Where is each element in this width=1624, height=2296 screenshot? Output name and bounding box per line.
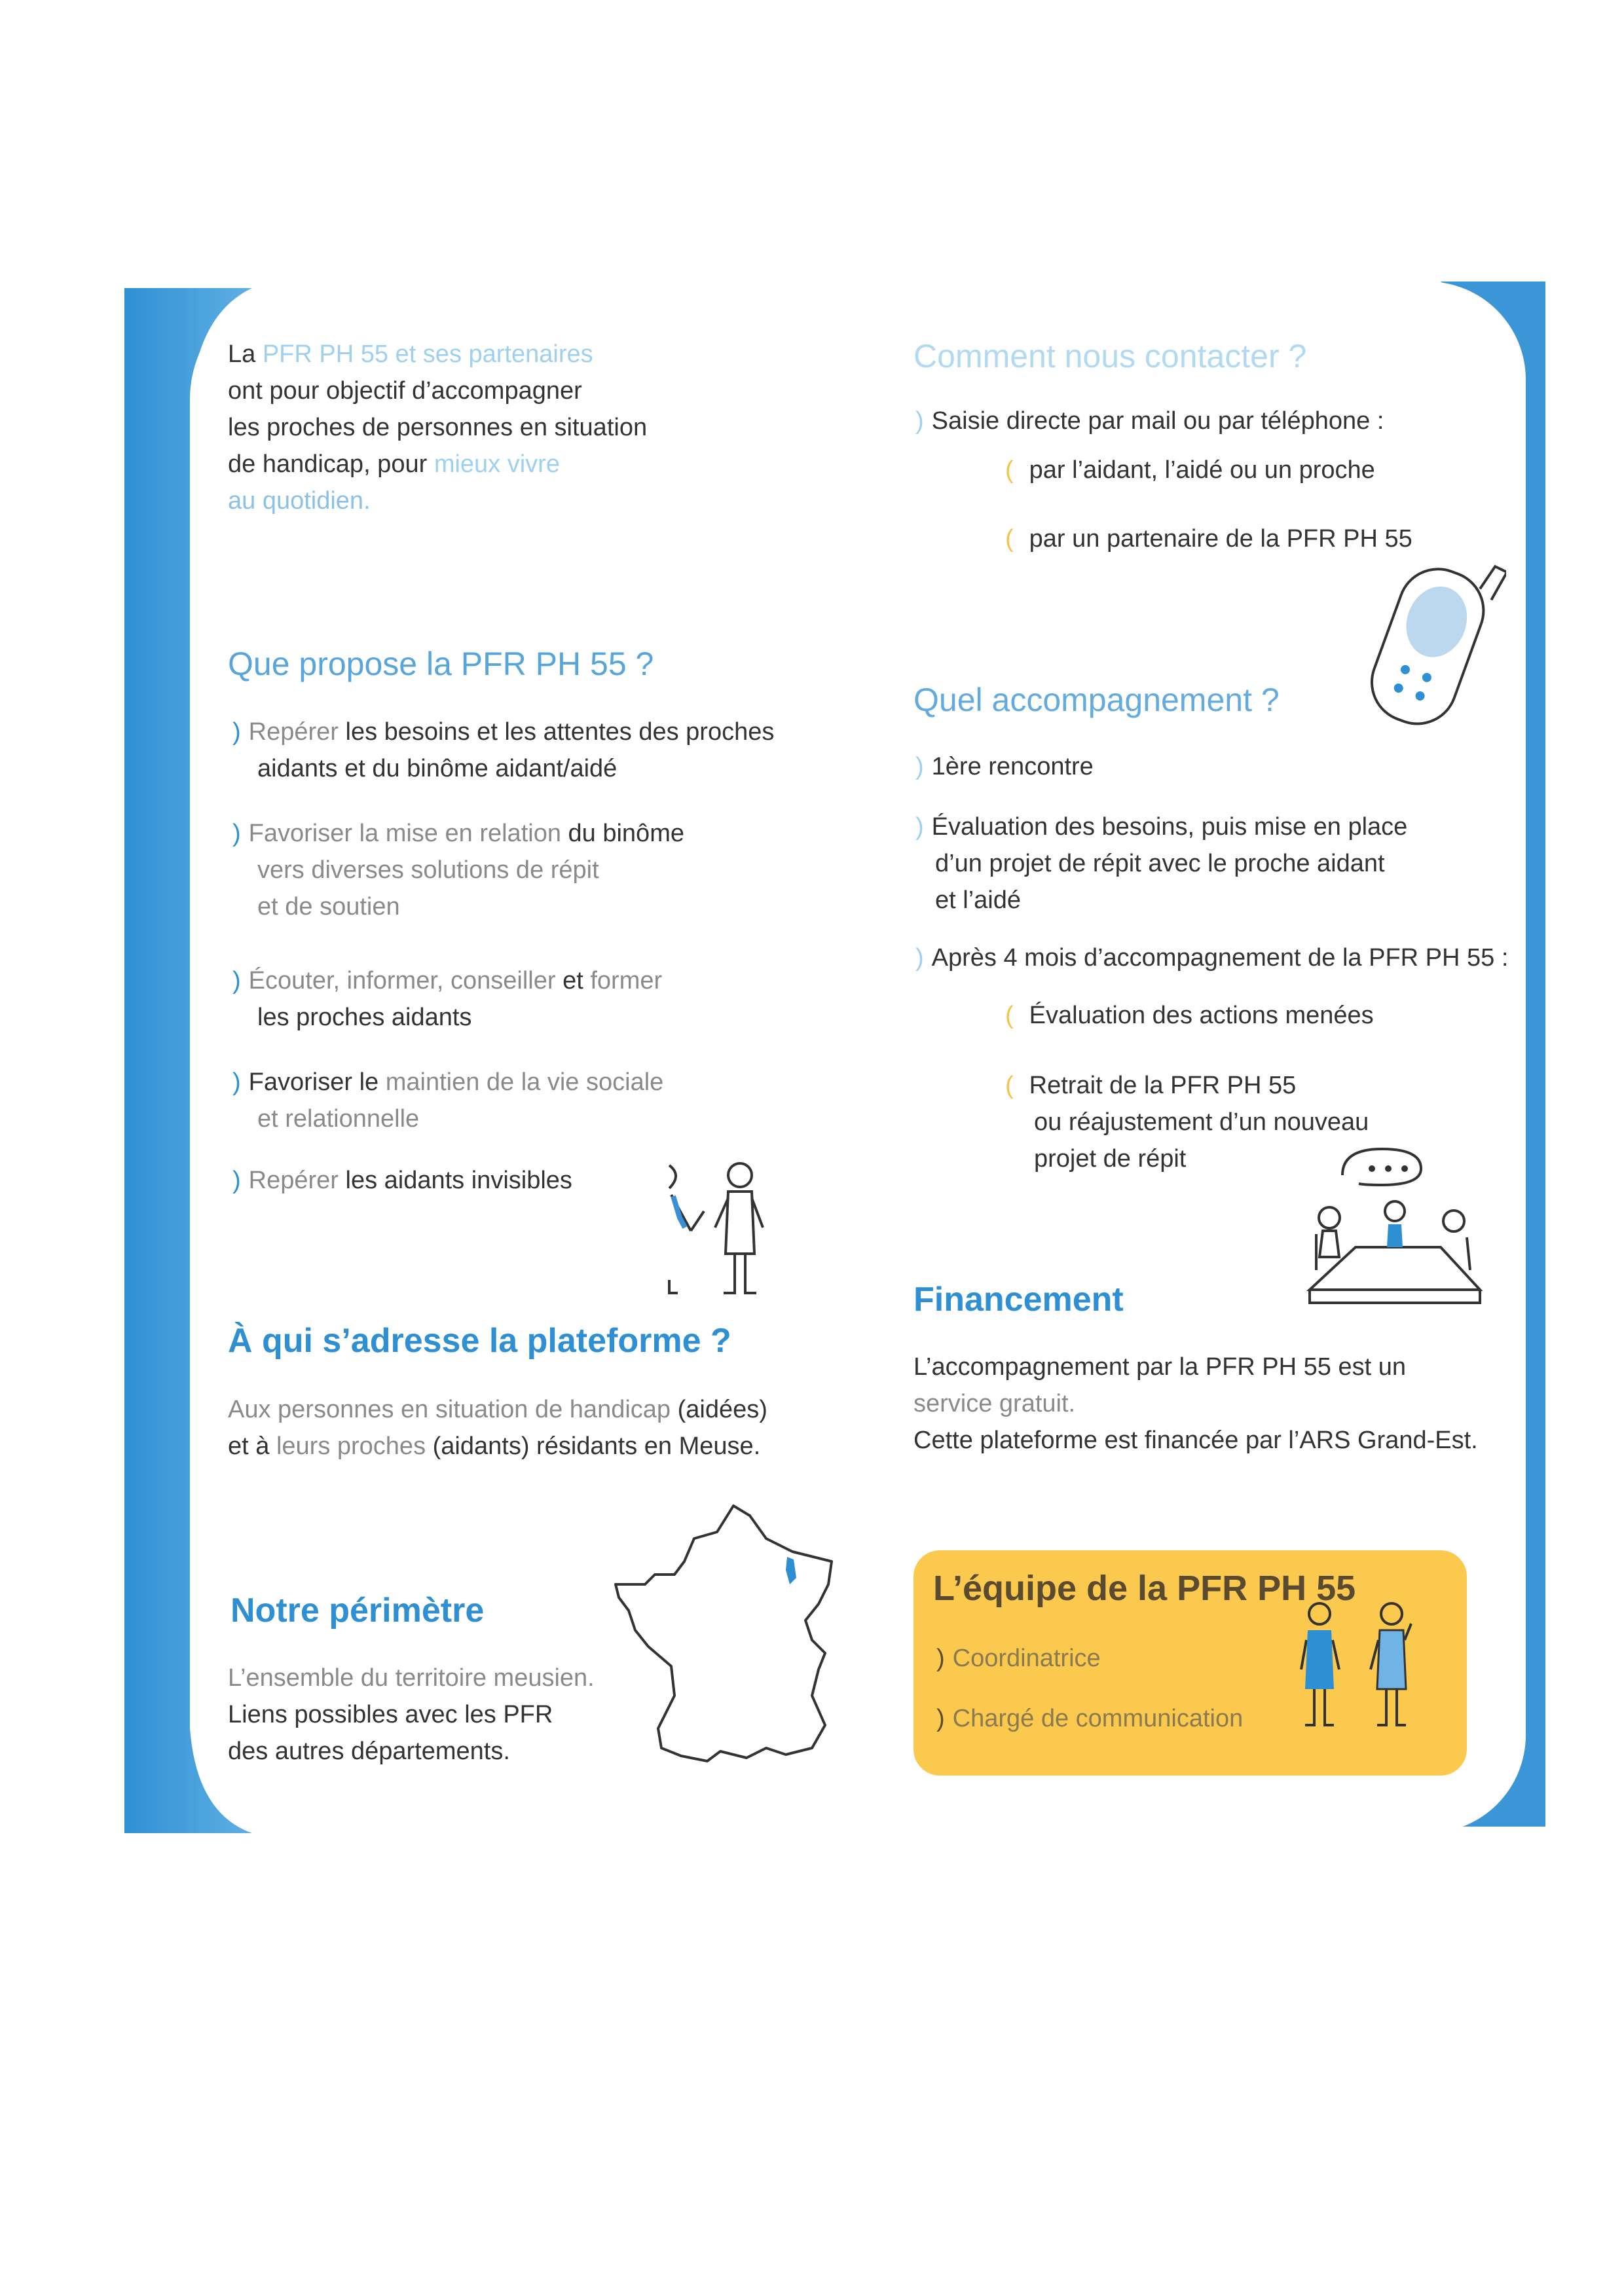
perimetre-text: des autres départements.	[228, 1738, 510, 1765]
accompagnement-title: Quel accompagnement ?	[913, 682, 1280, 718]
contact-item: ) Saisie directe par mail ou par téléphone :	[915, 407, 1384, 435]
adresse-text: (aidants) résidants en Meuse.	[426, 1432, 761, 1460]
accompagnement-text: 1ère rencontre	[931, 753, 1094, 780]
adresse-text: et à	[228, 1432, 276, 1460]
item-text: Favoriser le	[248, 1068, 386, 1096]
item-text: les proches aidants	[257, 1004, 472, 1031]
equipe-item: ) Chargé de communication	[936, 1705, 1244, 1732]
perimetre-text: L’ensemble du territoire meusien.	[228, 1664, 595, 1692]
accompagnement-item: ) Évaluation des besoins, puis mise en place d’un projet de répit avec le proche aidant et l’aidé	[915, 809, 1407, 919]
financement-title: Financement	[913, 1281, 1124, 1319]
adresse-highlight: leurs proches	[276, 1432, 426, 1460]
propose-title: Que propose la PFR PH 55 ?	[228, 646, 654, 682]
item-highlight: Écouter, informer, conseiller	[248, 967, 556, 994]
financement-text: L’accompagnement par la PFR PH 55 est un	[913, 1353, 1406, 1381]
accompagnement-text: ou réajustement d’un nouveau	[1034, 1108, 1369, 1136]
financement-paragraph	[913, 1349, 1478, 1459]
intro-text: La	[228, 340, 263, 368]
item-text: les besoins et les attentes des proches	[338, 718, 775, 746]
item-highlight: vers diverses solutions de répit	[257, 856, 599, 884]
intro-paragraph	[228, 336, 752, 519]
perimetre-text: Liens possibles avec les PFR	[228, 1701, 553, 1728]
item-text: et	[555, 967, 591, 994]
propose-item: ) Favoriser le maintien de la vie sociale et relationnelle	[232, 1064, 663, 1137]
propose-item: ) Favoriser la mise en relation du binôme vers diverses solutions de répit et de soutien	[232, 815, 684, 925]
item-highlight: Repérer	[248, 1167, 339, 1194]
item-highlight: former	[590, 967, 663, 994]
accompagnement-text: Après 4 mois d’accompagnement de la PFR PH 55 :	[931, 944, 1509, 972]
accompagnement-text: Évaluation des besoins, puis mise en place	[931, 813, 1408, 841]
france-map-icon	[609, 1499, 845, 1774]
intro-text: de handicap, pour	[228, 450, 434, 478]
adresse-paragraph	[228, 1391, 767, 1465]
equipe-text: Chargé de communication	[952, 1705, 1244, 1732]
adresse-highlight: Aux personnes en situation de handicap	[228, 1396, 671, 1423]
item-highlight: et de soutien	[257, 893, 400, 920]
propose-item: ) Écouter, informer, conseiller et former les proches aidants	[232, 962, 662, 1036]
contact-subitem: ( par l’aidant, l’aidé ou un proche	[1005, 456, 1375, 484]
equipe-text: Coordinatrice	[952, 1645, 1101, 1672]
financement-text: Cette plateforme est financée par l’ARS Grand-Est.	[913, 1427, 1478, 1454]
adresse-text: (aidées)	[671, 1396, 767, 1423]
perimetre-title: Notre périmètre	[231, 1592, 485, 1630]
accompagnement-item: ) 1ère rencontre	[915, 753, 1094, 780]
contact-text: Saisie directe par mail ou par téléphone :	[931, 407, 1384, 435]
accompagnement-text: Évaluation des actions menées	[1029, 1002, 1374, 1029]
item-highlight: Favoriser la mise en relation	[248, 820, 561, 847]
meeting-icon	[1303, 1139, 1486, 1316]
accompagnement-subitem: ( Évaluation des actions menées	[1005, 1002, 1374, 1029]
propose-item: ) Repérer les aidants invisibles	[232, 1167, 572, 1194]
accompagnement-text: et l’aidé	[935, 886, 1021, 914]
perimetre-paragraph	[228, 1660, 595, 1770]
financement-highlight: service gratuit.	[913, 1390, 1076, 1417]
adresse-title: À qui s’adresse la plateforme ?	[228, 1322, 731, 1360]
intro-highlight: mieux vivre	[434, 450, 560, 478]
contact-text: par un partenaire de la PFR PH 55	[1029, 525, 1412, 553]
item-highlight: et relationnelle	[257, 1105, 420, 1133]
phone-icon	[1362, 537, 1506, 740]
intro-text: les proches de personnes en situation	[228, 414, 648, 441]
accompagnement-text: projet de répit	[1034, 1145, 1187, 1173]
accompagnement-item: ) Après 4 mois d’accompagnement de la PFR PH 55 :	[915, 944, 1509, 972]
intro-text: au quotidien.	[228, 487, 371, 515]
item-text: aidants et du binôme aidant/aidé	[257, 755, 618, 782]
contact-title: Comment nous contacter ?	[913, 338, 1307, 374]
contact-subitem: ( par un partenaire de la PFR PH 55	[1005, 525, 1412, 553]
propose-item: ) Repérer les besoins et les attentes des proches aidants et du binôme aidant/aidé	[232, 714, 774, 787]
accompagnement-text: d’un projet de répit avec le proche aidant	[935, 850, 1385, 877]
team-people-icon	[1293, 1597, 1431, 1761]
item-highlight: Repérer	[248, 718, 339, 746]
equipe-item: ) Coordinatrice	[936, 1645, 1101, 1672]
accompagnement-text: Retrait de la PFR PH 55	[1029, 1072, 1297, 1099]
contact-text: par l’aidant, l’aidé ou un proche	[1029, 456, 1375, 484]
intro-highlight: PFR PH 55 et ses partenaires	[262, 340, 593, 368]
accompagnement-subitem: ( Retrait de la PFR PH 55 ou réajustement d’un nouveau projet de répit	[1005, 1067, 1369, 1177]
two-people-icon	[655, 1156, 786, 1313]
intro-text: ont pour objectif d’accompagner	[228, 377, 582, 405]
equipe-title: L’équipe de la PFR PH 55	[933, 1569, 1356, 1608]
item-text: les aidants invisibles	[338, 1167, 572, 1194]
item-highlight: maintien de la vie sociale	[385, 1068, 664, 1096]
item-text: du binôme	[561, 820, 684, 847]
